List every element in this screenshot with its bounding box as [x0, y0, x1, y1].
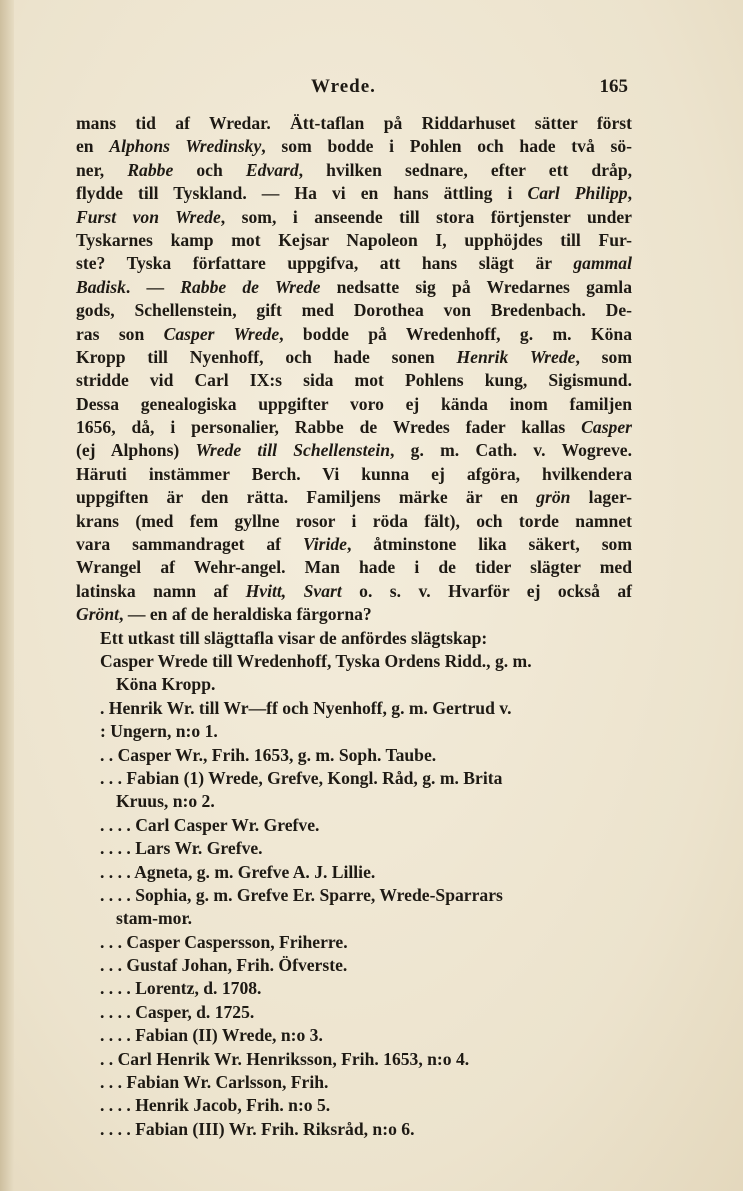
text-line: [76, 229, 632, 252]
text-line: [76, 323, 632, 346]
text-span: krans (med fem gyllne rosor i röda fält), och torde namnet: [76, 510, 632, 531]
genealogy-line: . . . . Casper, d. 1725.: [100, 1001, 255, 1022]
text-span: Tyskarnes kamp mot Kejsar Napoleon I, upphöjdes till Fur-: [76, 229, 632, 250]
text-span: , som: [575, 346, 632, 367]
italic-name: Alphons Wredinsky: [109, 136, 262, 157]
genealogy-line: . . . Fabian Wr. Carlsson, Frih.: [100, 1072, 329, 1093]
text-line: [76, 580, 632, 603]
italic-name: Casper Wrede: [163, 323, 280, 344]
genealogy-line: . . . . Agneta, g. m. Grefve A. J. Lillie.: [100, 861, 376, 882]
italic-name: Edvard: [245, 159, 299, 180]
text-line: [76, 486, 632, 509]
text-line: [76, 182, 632, 205]
running-header: [78, 76, 628, 102]
text-span: uppgiften är den rätta. Familjens märke är en: [76, 487, 537, 508]
italic-name: Grönt: [76, 604, 120, 625]
text-line: [76, 159, 632, 182]
text-line: [76, 556, 632, 579]
text-span: nedsatte sig på Wredarnes gamla: [320, 276, 632, 297]
italic-name: Viride: [302, 534, 347, 555]
genealogy-line: . . . Casper Caspersson, Friherre.: [100, 931, 348, 952]
italic-name: Casper: [581, 417, 632, 438]
text-span: o. s. v. Hvarför ej också af: [341, 580, 632, 601]
text-span: Wrangel af Wehr-angel. Man hade i de tider slägter med: [76, 557, 632, 578]
text-line: [76, 112, 632, 135]
italic-name: Rabbe: [127, 159, 174, 180]
italic-name: Wrede till Schellenstein: [195, 440, 391, 461]
text-line: [76, 206, 632, 229]
genealogy-line: . . . Gustaf Johan, Frih. Öfverste.: [100, 955, 348, 976]
text-span: ner,: [76, 159, 128, 180]
text-span: lager-: [570, 487, 632, 508]
genealogy-line: . . . . Fabian (II) Wrede, n:o 3.: [100, 1025, 323, 1046]
text-line: [76, 416, 632, 439]
text-span: latinska namn af: [76, 580, 246, 601]
genealogy-line: Köna Kropp.: [116, 674, 216, 695]
genealogy-line: . . . . Lars Wr. Grefve.: [100, 838, 263, 859]
text-span: , — en af de heraldiska färgorna?: [119, 604, 372, 625]
text-span: Häruti instämmer Berch. Vi kunna ej afgöra, hvilkendera: [76, 463, 632, 484]
text-line: [76, 252, 632, 275]
italic-name: Hvitt, Svart: [245, 580, 342, 601]
genealogy-line: . . Casper Wr., Frih. 1653, g. m. Soph. Taube.: [100, 744, 437, 765]
page-body: [76, 112, 632, 1141]
italic-name: Furst von Wrede: [76, 206, 221, 227]
text-span: mans tid af Wredar. Ätt-taflan på Riddarhuset sätter först: [76, 113, 632, 133]
genealogy-line: . . . . Fabian (III) Wr. Frih. Riksråd, n:o 6.: [100, 1118, 415, 1139]
genealogy-line: stam-mor.: [116, 908, 193, 929]
text-span: , som bodde i Pohlen och hade två sö-: [261, 136, 632, 157]
text-span: vara sammandraget af: [76, 534, 303, 555]
text-span: Kropp till Nyenhoff, och hade sonen: [76, 346, 457, 367]
text-line: [76, 369, 632, 392]
italic-name: Rabbe de Wrede: [180, 276, 321, 297]
page-number: 165: [599, 76, 628, 97]
genealogy-line: : Ungern, n:o 1.: [100, 721, 218, 742]
italic-name: gammal: [573, 253, 632, 274]
text-line: [76, 510, 632, 533]
text-span: en: [76, 136, 110, 157]
text-line: [76, 463, 632, 486]
text-span: stridde vid Carl IX:s sida mot Pohlens kung, Sigismund.: [76, 370, 632, 391]
text-line: [76, 346, 632, 369]
text-span: . —: [125, 276, 181, 297]
running-title: Wrede.: [311, 76, 376, 97]
genealogy-line: . . Carl Henrik Wr. Henriksson, Frih. 1653, n:o 4.: [100, 1048, 470, 1069]
text-line: [76, 135, 632, 158]
genealogy-table: [76, 627, 632, 1142]
text-span: , som, i anseende till stora förtjenster under: [220, 206, 632, 227]
text-span: , g. m. Cath. v. Wogreve.: [390, 440, 632, 461]
text-line: [76, 603, 632, 626]
text-line: [76, 276, 632, 299]
text-line: [76, 533, 632, 556]
italic-name: Henrik Wrede: [456, 346, 576, 367]
genealogy-line: . . . Fabian (1) Wrede, Grefve, Kongl. Råd, g. m. Brita: [100, 767, 503, 788]
text-span: Dessa genealogiska uppgifter voro ej kända inom familjen: [76, 393, 632, 414]
genealogy-line: . . . . Sophia, g. m. Grefve Er. Sparre, Wrede-Sparrars: [100, 884, 503, 905]
text-span: , hvilken sednare, efter ett dråp,: [298, 159, 633, 180]
text-span: ,: [627, 183, 632, 204]
text-span: , åtminstone lika säkert, som: [346, 534, 632, 555]
genealogy-line: . . . . Henrik Jacob, Frih. n:o 5.: [100, 1095, 331, 1116]
main-paragraph: [76, 112, 632, 627]
text-span: ste? Tyska författare uppgifva, att hans slägt är: [76, 253, 574, 274]
text-span: och: [173, 159, 246, 180]
text-line: [76, 393, 632, 416]
text-span: 1656, då, i personalier, Rabbe de Wredes fader kallas: [76, 417, 582, 438]
text-span: gods, Schellenstein, gift med Dorothea von Bredenbach. De-: [76, 300, 632, 321]
genealogy-line: Ett utkast till slägttafla visar de anfördes slägtskap:: [100, 627, 488, 648]
text-span: ras son: [76, 323, 164, 344]
page-spine-shadow: [0, 0, 14, 1191]
genealogy-line: . . . . Carl Casper Wr. Grefve.: [100, 814, 320, 835]
text-line: [76, 299, 632, 322]
text-span: flydde till Tyskland. — Ha vi en hans ättling i: [76, 183, 528, 204]
genealogy-line: . Henrik Wr. till Wr—ff och Nyenhoff, g. m. Gertrud v.: [100, 697, 512, 718]
italic-name: grön: [536, 487, 571, 508]
italic-name: Badisk: [76, 276, 126, 297]
text-span: , bodde på Wredenhoff, g. m. Köna: [279, 323, 632, 344]
genealogy-line: . . . . Lorentz, d. 1708.: [100, 978, 262, 999]
text-span: (ej Alphons): [76, 440, 196, 461]
genealogy-line: Kruus, n:o 2.: [116, 791, 215, 812]
text-line: [76, 439, 632, 462]
italic-name: Carl Philipp: [527, 183, 628, 204]
genealogy-line: Casper Wrede till Wredenhoff, Tyska Ordens Ridd., g. m.: [100, 650, 532, 671]
